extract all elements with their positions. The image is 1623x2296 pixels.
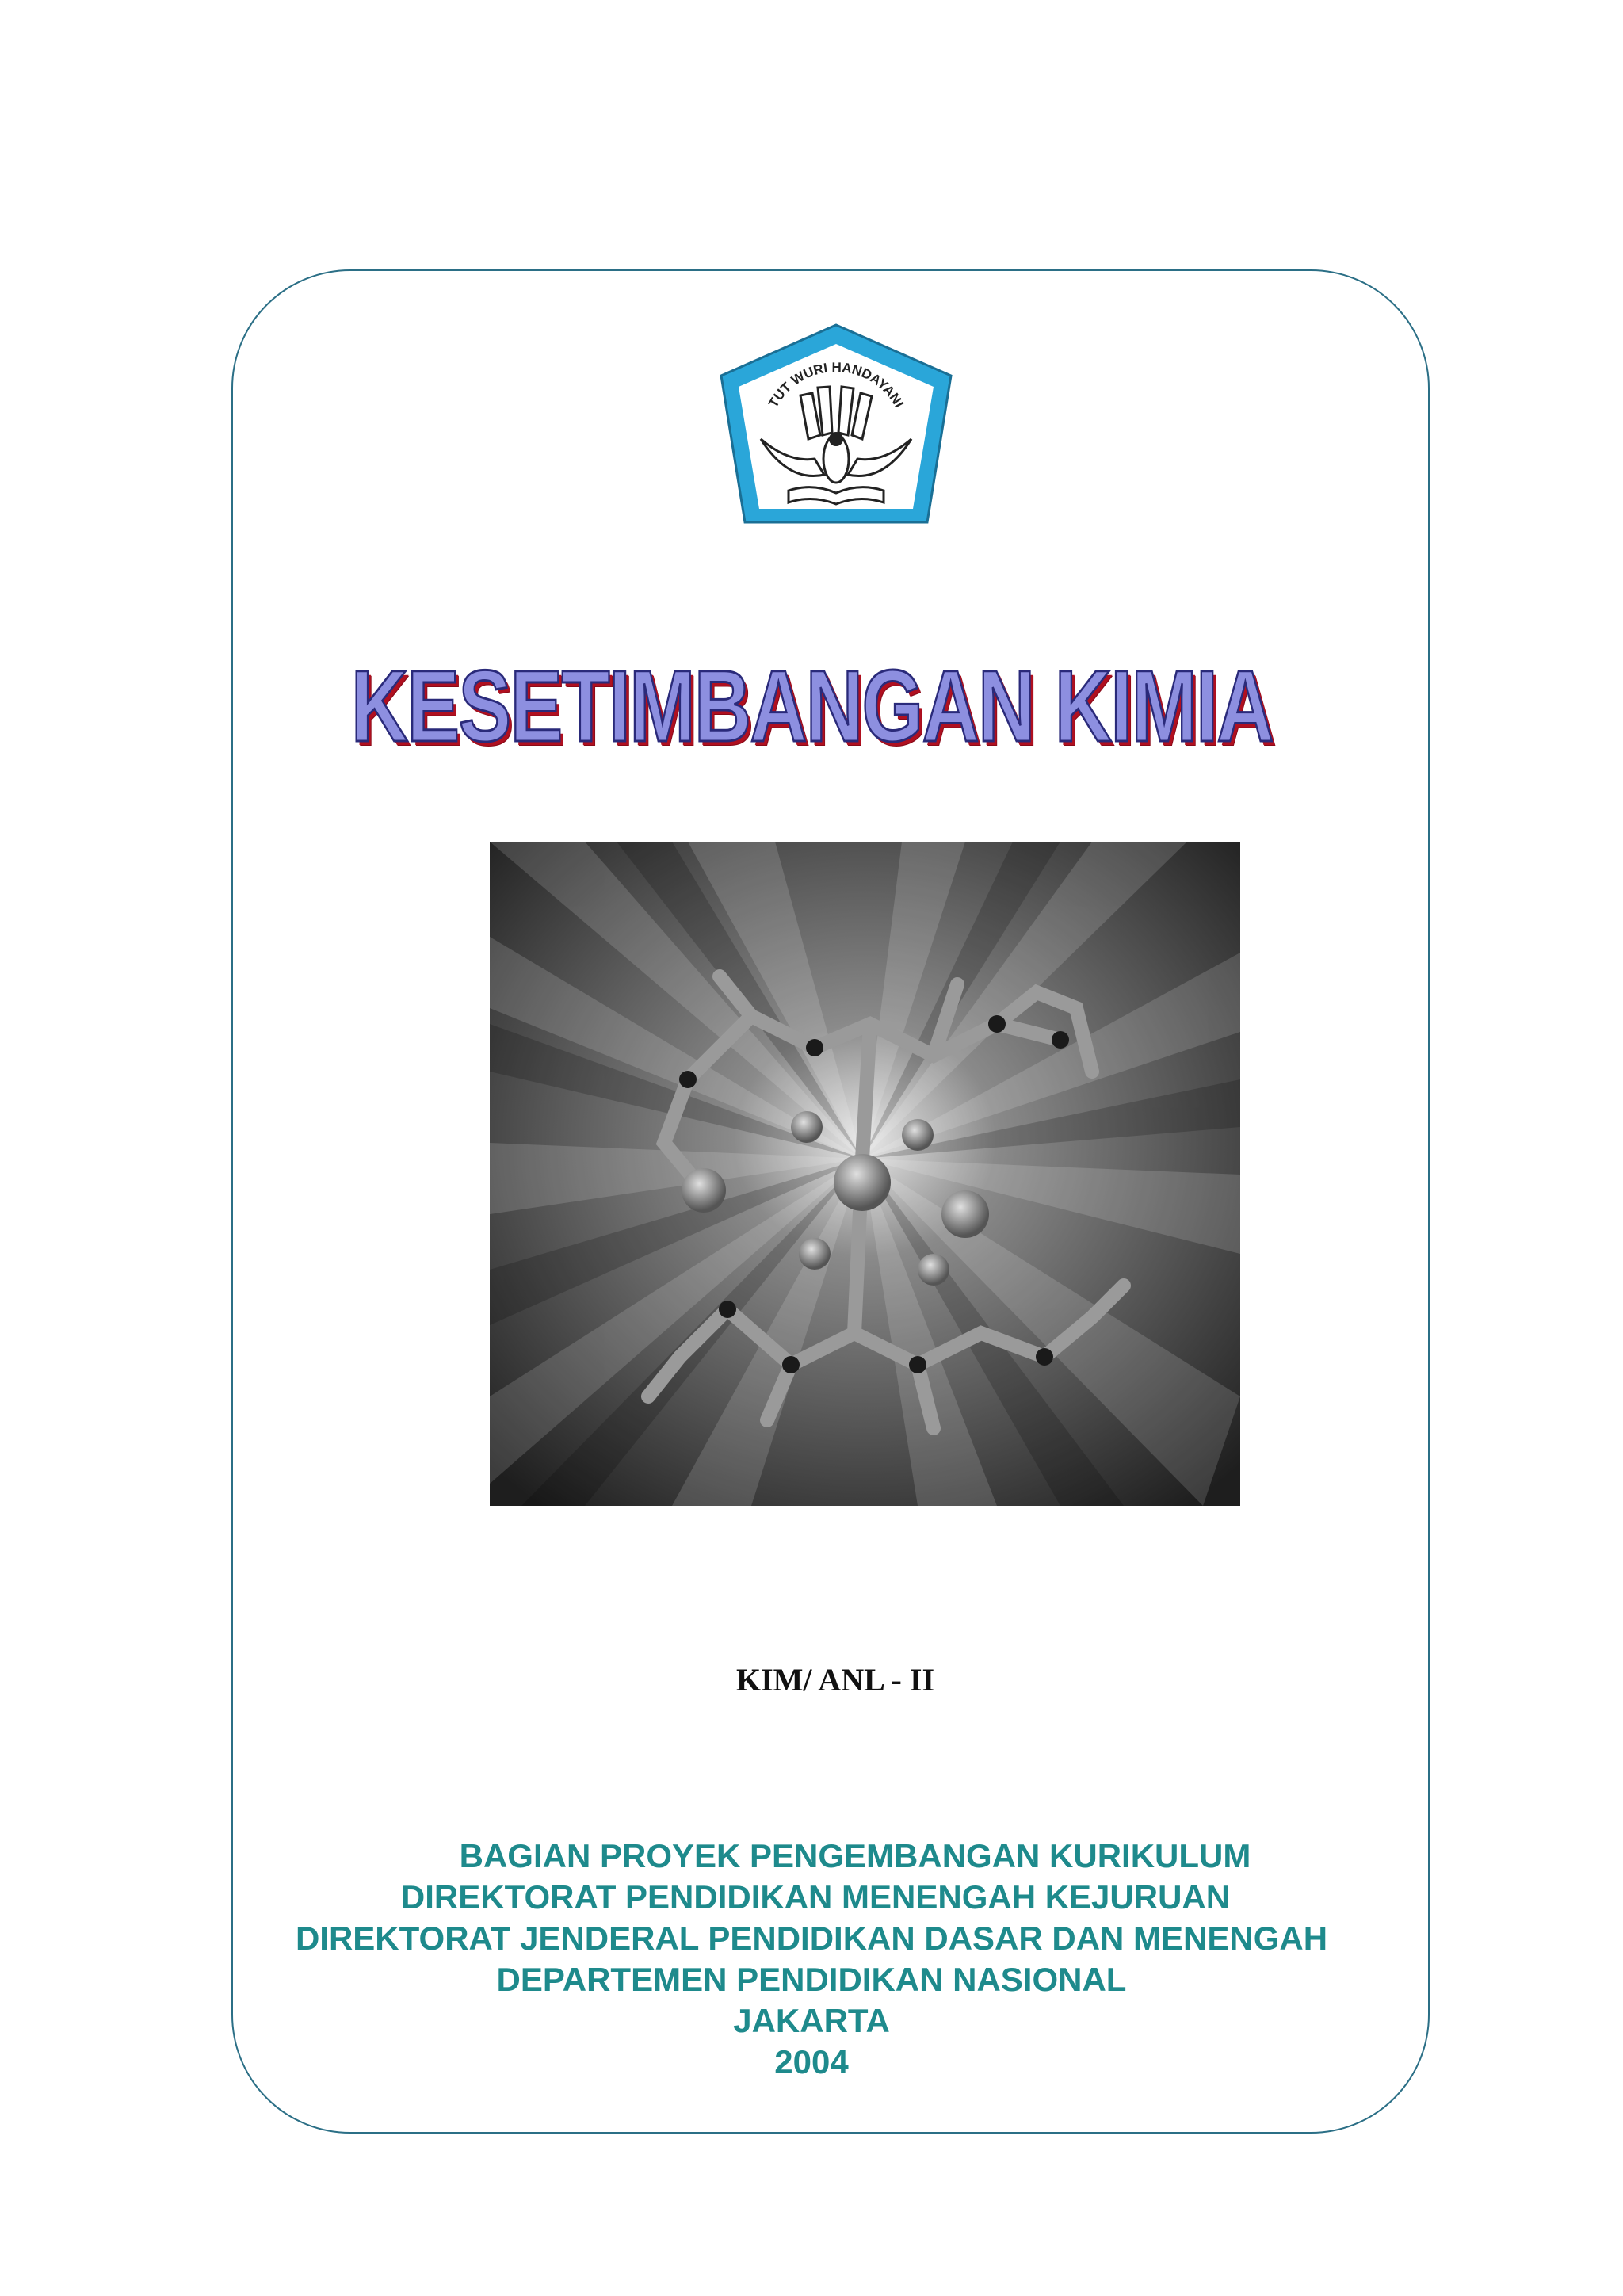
publisher-block <box>0 1836 1623 2083</box>
molecule-illustration <box>490 842 1240 1506</box>
publisher-city: JAKARTA <box>733 2002 890 2039</box>
molecular-structure-illustration-icon <box>490 842 1240 1506</box>
publisher-line-1: BAGIAN PROYEK PENGEMBANGAN KURIKULUM <box>459 1837 1251 1874</box>
publisher-year: 2004 <box>774 2043 849 2080</box>
title-text: KESETIMBANGAN KIMIA <box>350 650 1273 763</box>
tut-wuri-handayani-emblem-icon <box>713 320 959 530</box>
logo-motto: TUT WURI HANDAYANI <box>766 359 907 411</box>
cover-title <box>0 650 1623 763</box>
publisher-line-2: DIREKTORAT PENDIDIKAN MENENGAH KEJURUAN <box>400 1878 1231 1916</box>
publisher-line-4: DEPARTEMEN PENDIDIKAN NASIONAL <box>496 1961 1127 1998</box>
publisher-line-3: DIREKTORAT JENDERAL PENDIDIKAN DASAR DAN MENENGAH <box>295 1920 1328 1957</box>
module-code: KIM/ ANL - II <box>735 1662 935 1698</box>
